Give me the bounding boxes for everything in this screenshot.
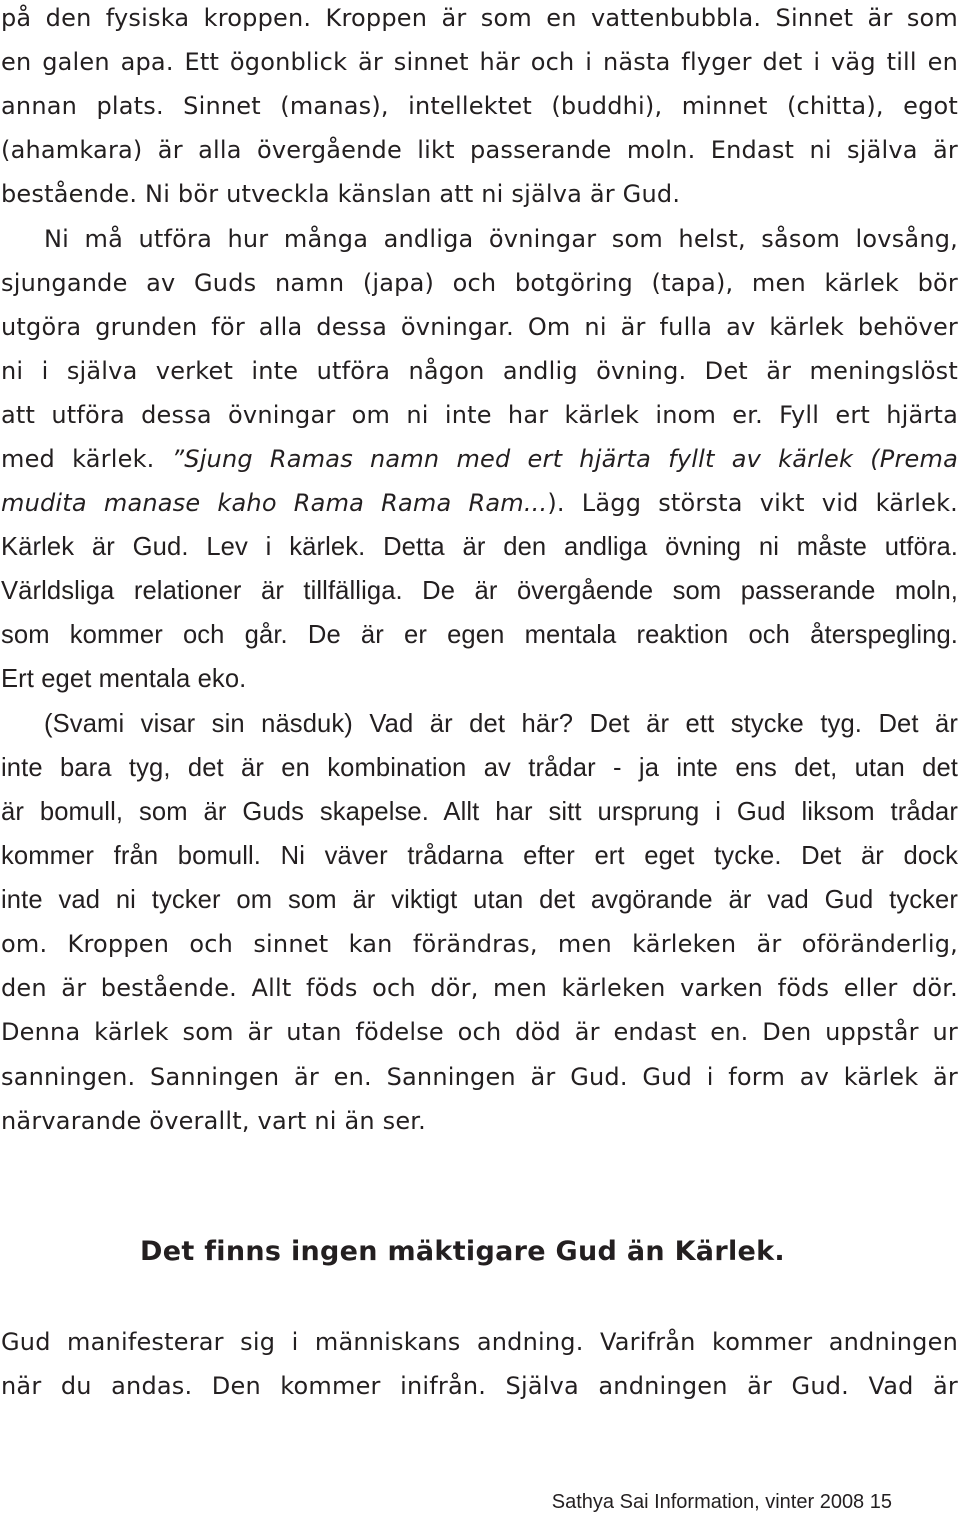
paragraph-3-line-4: kommer från bomull. Ni väver trådarna efter ert eget tycke. Det är dock [1,842,958,870]
paragraph-3-line-10: närvarande överallt, vart ni än ser. [1,1107,426,1135]
paragraph-3-line-3: är bomull, som är Guds skapelse. Allt har sitt ursprung i Gud liksom trådar [1,798,958,826]
paragraph-2-line-5: att utföra dessa övningar om ni inte har kärlek inom er. Fyll ert hjärta [1,401,958,429]
paragraph-3-line-6: om. Kroppen och sinnet kan förändras, men kärleken är oföränderlig, [1,930,958,958]
paragraph-2-line-6-quote: ”Sjung Ramas namn med ert hjärta fyllt av kärlek (Prema [171,445,958,473]
paragraph-2-line-7-text: ). Lägg största vikt vid kärlek. [547,489,958,517]
paragraph-3-line-7: den är bestående. Allt föds och dör, men kärleken varken föds eller dör. [1,974,958,1002]
paragraph-2-line-3: utgöra grunden för alla dessa övningar. Om ni är fulla av kärlek behöver [1,313,958,341]
section-heading: Det finns ingen mäktigare Gud än Kärlek. [140,1236,785,1267]
paragraph-2-line-9: Världsliga relationer är tillfälliga. De är övergående som passerande moln, [1,577,958,605]
paragraph-4-line-2: när du andas. Den kommer inifrån. Själva andningen är Gud. Vad är [1,1372,958,1400]
paragraph-2-line-7-quote: mudita manase kaho Rama Rama Ram... [1,489,548,517]
paragraph-3-line-9: sanningen. Sanningen är en. Sanningen är Gud. Gud i form av kärlek är [1,1063,958,1091]
paragraph-2-line-11: Ert eget mentala eko. [1,665,247,693]
paragraph-2-line-6-text: med kärlek. [1,445,172,473]
paragraph-3-line-2: inte bara tyg, det är en kombination av trådar - ja inte ens det, utan det [1,754,958,782]
paragraph-1-line-1: på den fysiska kroppen. Kroppen är som en vattenbubbla. Sinnet är som [1,4,958,32]
paragraph-2-line-2: sjungande av Guds namn (japa) och botgöring (tapa), men kärlek bör [1,269,958,297]
paragraph-2-line-7 [1,488,958,518]
paragraph-2-line-10: som kommer och går. De är er egen mentala reaktion och återspegling. [1,621,958,649]
paragraph-2-line-1: Ni må utföra hur många andliga övningar som helst, såsom lovsång, [44,225,958,253]
paragraph-2-line-4: ni i själva verket inte utföra någon andlig övning. Det är meningslöst [1,357,958,385]
paragraph-1-line-2: en galen apa. Ett ögonblick är sinnet här och i nästa flyger det i väg till en [1,48,958,76]
paragraph-2-line-8: Kärlek är Gud. Lev i kärlek. Detta är den andliga övning ni måste utföra. [1,533,958,561]
page-footer: Sathya Sai Information, vinter 2008 15 [551,1491,892,1513]
paragraph-1-line-5: bestående. Ni bör utveckla känslan att ni själva är Gud. [1,180,681,208]
paragraph-3-line-8: Denna kärlek som är utan födelse och död är endast en. Den uppstår ur [1,1018,958,1046]
paragraph-3-line-1: (Svami visar sin näsduk) Vad är det här? Det är ett stycke tyg. Det är [44,710,958,738]
paragraph-1-line-4: (ahamkara) är alla övergående likt passerande moln. Endast ni själva är [1,136,958,164]
paragraph-1-line-3: annan plats. Sinnet (manas), intellektet (buddhi), minnet (chitta), egot [1,92,958,120]
paragraph-2-line-6 [1,444,958,474]
paragraph-4-line-1: Gud manifesterar sig i människans andning. Varifrån kommer andningen [1,1328,958,1356]
paragraph-3-line-5: inte vad ni tycker om som är viktigt utan det avgörande är vad Gud tycker [1,886,958,914]
